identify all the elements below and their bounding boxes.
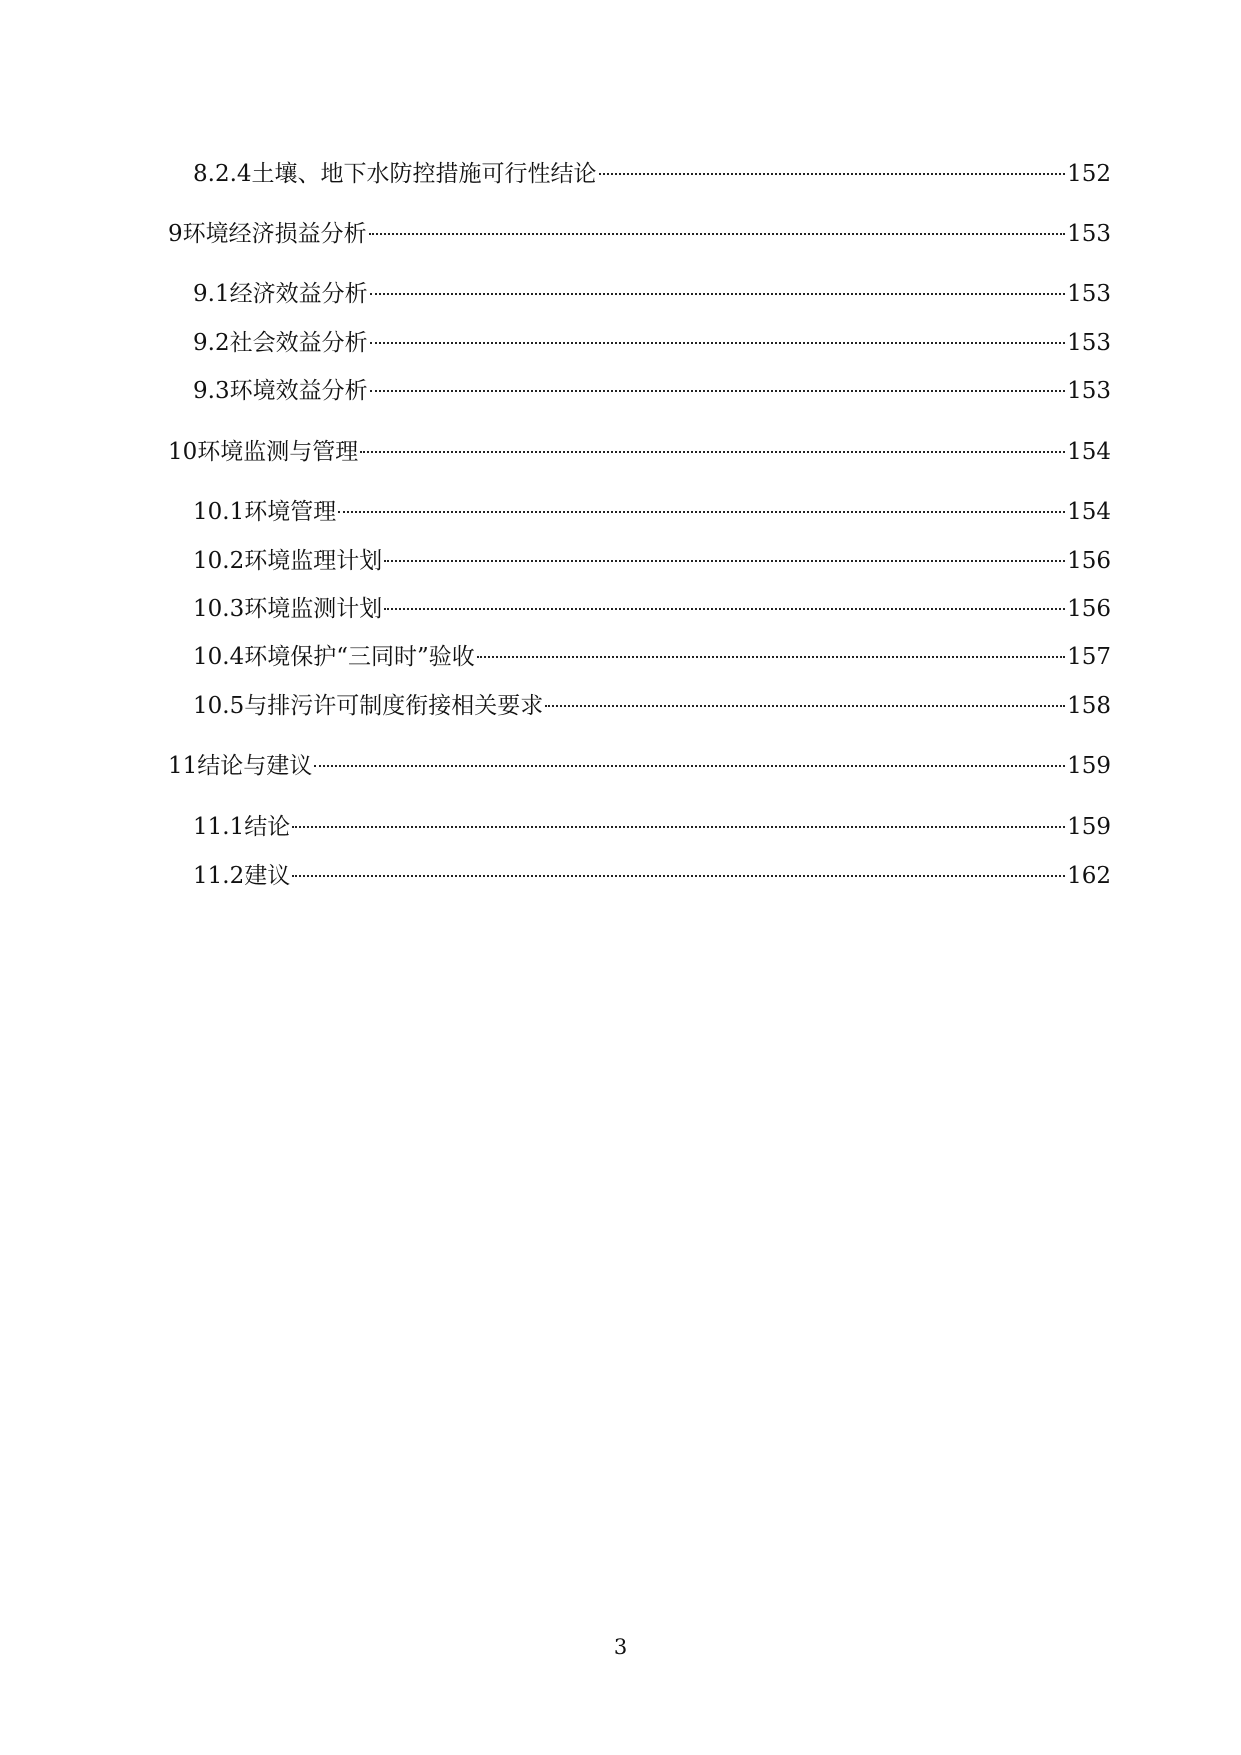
toc-entry-11[interactable]: [168, 743, 1111, 781]
toc-entry-number: 11.2: [193, 863, 245, 889]
toc-entry-number: 9.1: [193, 281, 230, 307]
toc-entry-10[interactable]: [168, 429, 1111, 467]
toc-entry-title: 环境监测与管理: [197, 439, 359, 465]
toc-entry-8-2-4[interactable]: [193, 151, 1111, 189]
dot-leader: [369, 211, 1065, 241]
toc-entry-number: 9.3: [193, 378, 230, 404]
toc-entry-number: 10.3: [193, 596, 245, 622]
toc-entry-10-5[interactable]: [193, 683, 1111, 721]
dot-leader: [360, 429, 1065, 459]
toc-entry-number: 8.2.4: [193, 161, 252, 187]
toc-entry-page: 159: [1067, 753, 1111, 779]
toc-entry-page: 159: [1067, 814, 1111, 840]
dot-leader: [370, 271, 1066, 301]
toc-entry-title: 环境监测计划: [244, 596, 383, 622]
toc-entry-title: 与排污许可制度衔接相关要求: [244, 693, 544, 719]
page-number: 3: [613, 1635, 628, 1659]
toc-entry-page: 153: [1067, 330, 1111, 356]
toc-entry-title: 土壤、地下水防控措施可行性结论: [251, 161, 597, 187]
toc-entry-page: 154: [1067, 499, 1111, 525]
toc-entry-number: 10.4: [193, 644, 245, 670]
toc-entry-number: 9.2: [193, 330, 230, 356]
toc-entry-10-2[interactable]: [193, 538, 1111, 576]
toc-entry-page: 162: [1067, 863, 1111, 889]
toc-entry-title: 环境监理计划: [244, 548, 383, 574]
dot-leader: [370, 320, 1066, 350]
dot-leader: [338, 489, 1065, 519]
toc-entry-number: 10.5: [193, 693, 245, 719]
toc-entry-number: 10: [168, 439, 198, 465]
toc-entry-10-1[interactable]: [193, 489, 1111, 527]
dot-leader: [477, 634, 1065, 664]
toc-entry-title: 环境效益分析: [229, 378, 368, 404]
toc-entry-page: 153: [1067, 221, 1111, 247]
toc-entry-9-1[interactable]: [193, 271, 1111, 309]
dot-leader: [292, 804, 1065, 834]
toc-entry-page: 153: [1067, 281, 1111, 307]
toc-entry-title: 经济效益分析: [229, 281, 368, 307]
toc-entry-page: 152: [1067, 161, 1111, 187]
toc-entry-9-3[interactable]: [193, 368, 1111, 406]
toc-entry-title: 社会效益分析: [229, 330, 368, 356]
dot-leader: [545, 683, 1065, 713]
toc-entry-10-4[interactable]: [193, 634, 1111, 672]
toc-entry-9[interactable]: [168, 211, 1111, 249]
dot-leader: [292, 853, 1065, 883]
dot-leader: [370, 368, 1066, 398]
toc-entry-number: 9: [168, 221, 183, 247]
toc-entry-page: 156: [1067, 548, 1111, 574]
toc-entry-title: 结论: [244, 814, 291, 840]
dot-leader: [384, 538, 1065, 568]
toc-entry-number: 10.2: [193, 548, 245, 574]
toc-entry-page: 158: [1067, 693, 1111, 719]
toc-entry-page: 154: [1067, 439, 1111, 465]
toc-entry-title: 环境管理: [244, 499, 337, 525]
toc-entry-page: 157: [1067, 644, 1111, 670]
dot-leader: [314, 743, 1065, 773]
toc-entry-title: 结论与建议: [197, 753, 313, 779]
toc-entry-9-2[interactable]: [193, 320, 1111, 358]
toc-entry-11-2[interactable]: [193, 853, 1111, 891]
toc-entry-number: 10.1: [193, 499, 245, 525]
dot-leader: [384, 586, 1065, 616]
toc-entry-11-1[interactable]: [193, 804, 1111, 842]
toc-entry-page: 156: [1067, 596, 1111, 622]
toc-entry-number: 11: [168, 753, 198, 779]
toc-entry-title: 环境保护“三同时”验收: [244, 644, 475, 670]
toc-entry-title: 环境经济损益分析: [182, 221, 367, 247]
toc-entry-title: 建议: [244, 863, 291, 889]
dot-leader: [599, 151, 1066, 181]
toc-entry-page: 153: [1067, 378, 1111, 404]
toc-entry-10-3[interactable]: [193, 586, 1111, 624]
toc-entry-number: 11.1: [193, 814, 245, 840]
